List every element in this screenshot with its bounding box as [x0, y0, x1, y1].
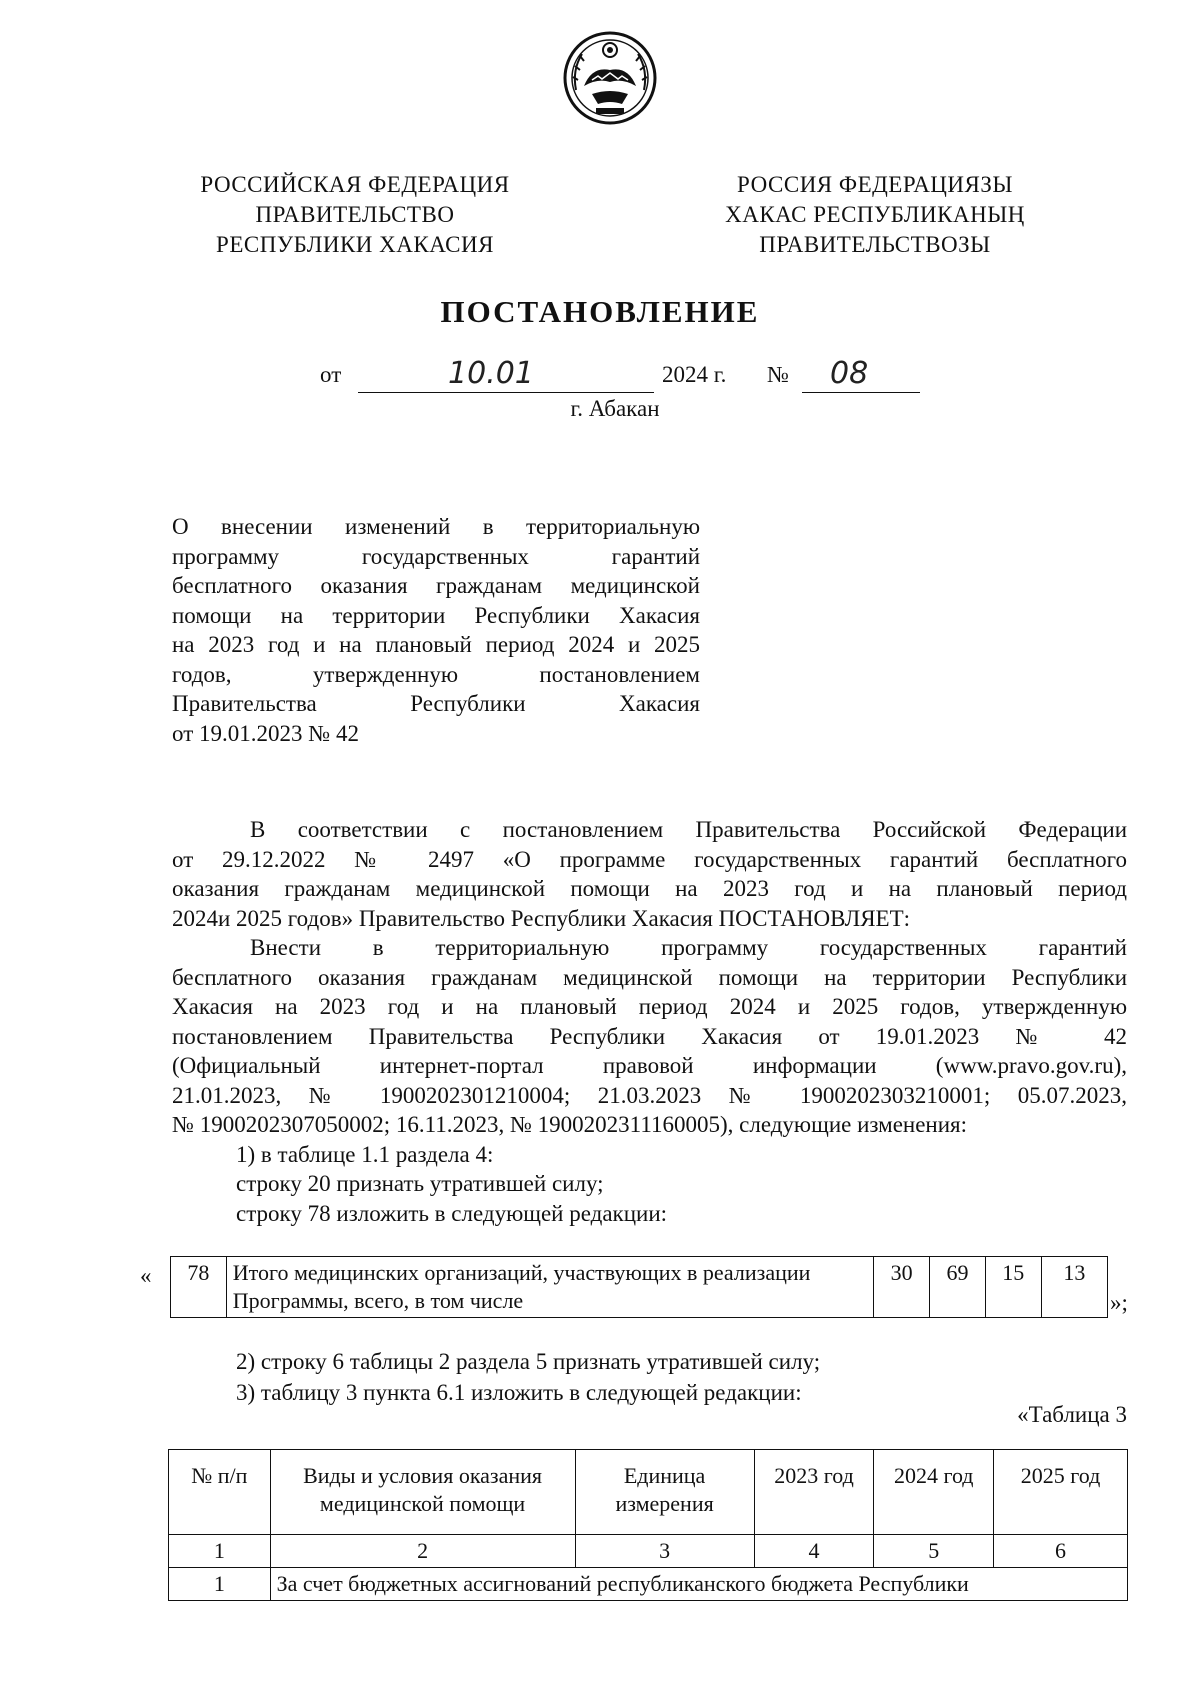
document-subject — [172, 512, 700, 748]
document-title: ПОСТАНОВЛЕНИЕ — [440, 294, 760, 329]
header-right-line: РОССИЯ ФЕДЕРАЦИЯЗЫ — [737, 172, 1013, 197]
table-cell: 1 — [169, 1535, 271, 1568]
table-header-cell: 2023 год — [754, 1450, 874, 1535]
table-cell: 2 — [270, 1535, 575, 1568]
table-row — [169, 1535, 1128, 1568]
header-left-line: РОССИЙСКАЯ ФЕДЕРАЦИЯ — [200, 172, 510, 197]
body-line: В соответствии с постановлением Правительства Российской Федерации — [250, 817, 1127, 842]
body-line: 1) в таблице 1.1 раздела 4: — [236, 1141, 494, 1167]
subject-line: Правительства Республики Хакасия — [172, 691, 700, 716]
date-prefix: от — [320, 362, 342, 387]
number-handwritten: 08 — [830, 356, 869, 391]
body-line: Внести в территориальную программу государственных гарантий — [250, 935, 1127, 960]
table-cell: 30 — [874, 1257, 930, 1318]
table-cell: 13 — [1041, 1257, 1107, 1318]
body-line: 3) таблицу 3 пункта 6.1 изложить в следующей редакции: — [236, 1380, 802, 1405]
subject-line: от 19.01.2023 № 42 — [172, 720, 359, 746]
date-year: 2024 г. — [662, 362, 727, 387]
table-cell: 78 — [171, 1257, 227, 1318]
table-cell: 15 — [985, 1257, 1041, 1318]
table-row — [169, 1568, 1128, 1601]
header-right-block — [700, 170, 1050, 260]
table-header-cell: Виды и условия оказания медицинской помощи — [270, 1450, 575, 1535]
row78-open-quote: « — [140, 1263, 152, 1288]
header-right-line: ХАКАС РЕСПУБЛИКАНЫҢ — [725, 202, 1025, 227]
subject-line: программу государственных гарантий — [172, 543, 700, 569]
table-cell: Итого медицинских организаций, участвующих в реализации Программы, всего, в том числе — [226, 1257, 873, 1318]
subject-line: бесплатного оказания гражданам медицинской — [172, 573, 700, 598]
header-left-line: РЕСПУБЛИКИ ХАКАСИЯ — [216, 232, 494, 257]
body-line: 21.01.2023, № 1900202301210004; 21.03.2023 № 1900202303210001; 05.07.2023, — [172, 1082, 1127, 1108]
row78-close-quote: »; — [1110, 1290, 1128, 1315]
body-line: оказания гражданам медицинской помощи на 2023 год и на плановый период — [172, 876, 1127, 901]
table-cell: 3 — [575, 1535, 754, 1568]
body-line: бесплатного оказания гражданам медицинской помощи на территории Республики — [172, 964, 1127, 990]
header-left-line: ПРАВИТЕЛЬСТВО — [255, 202, 455, 227]
table-header-cell: 2025 год — [994, 1450, 1128, 1535]
number-underline — [802, 356, 920, 393]
table-cell: 1 — [169, 1568, 271, 1601]
header-left-block — [180, 170, 530, 260]
subject-line: помощи на территории Республики Хакасия — [172, 602, 700, 628]
table-row — [171, 1257, 1108, 1318]
table-cell: 4 — [754, 1535, 874, 1568]
subject-line: годов, утвержденную постановлением — [172, 661, 700, 687]
city-label: г. Абакан — [570, 396, 660, 421]
body-line: от 29.12.2022 № 2497 «О программе государственных гарантий бесплатного — [172, 846, 1127, 872]
date-handwritten: 10.01 — [448, 356, 534, 391]
table-header-row — [169, 1450, 1128, 1535]
body-line: строку 78 изложить в следующей редакции: — [236, 1200, 668, 1226]
body-line: № 1900202307050002; 16.11.2023, № 1900202311160005), следующие изменения: — [172, 1112, 968, 1137]
table-cell: 6 — [994, 1535, 1128, 1568]
table-cell: 69 — [930, 1257, 986, 1318]
row78-table — [170, 1256, 1108, 1318]
table-cell: 5 — [874, 1535, 994, 1568]
table-cell: За счет бюджетных ассигнований республиканского бюджета Республики — [270, 1568, 1127, 1601]
table-header-cell: 2024 год — [874, 1450, 994, 1535]
coat-of-arms-emblem — [562, 30, 658, 126]
subject-line: на 2023 год и на плановый период 2024 и 2025 — [172, 632, 700, 657]
document-body — [172, 815, 1127, 1228]
amendments-continued — [172, 1346, 1127, 1408]
body-line: 2024и 2025 годов» Правительство Республики Хакасия ПОСТАНОВЛЯЕТ: — [172, 905, 911, 931]
body-line: строку 20 признать утратившей силу; — [236, 1171, 604, 1196]
table3-caption: «Таблица 3 — [1017, 1402, 1127, 1427]
body-line: 2) строку 6 таблицы 2 раздела 5 признать утратившей силу; — [236, 1349, 821, 1374]
body-line: Хакасия на 2023 год и на плановый период 2024 и 2025 годов, утвержденную — [172, 994, 1127, 1019]
table-header-cell: Единица измерения — [575, 1450, 754, 1535]
table-header-cell: № п/п — [169, 1450, 271, 1535]
table3 — [168, 1449, 1128, 1601]
header-right-line: ПРАВИТЕЛЬСТВОЗЫ — [759, 232, 991, 257]
number-sign: № — [767, 362, 789, 387]
body-line: постановлением Правительства Республики Хакасия от 19.01.2023 № 42 — [172, 1023, 1127, 1049]
subject-line: О внесении изменений в территориальную — [172, 514, 700, 539]
date-underline — [358, 356, 654, 393]
body-line: (Официальный интернет-портал правовой информации (www.pravo.gov.ru), — [172, 1053, 1127, 1078]
